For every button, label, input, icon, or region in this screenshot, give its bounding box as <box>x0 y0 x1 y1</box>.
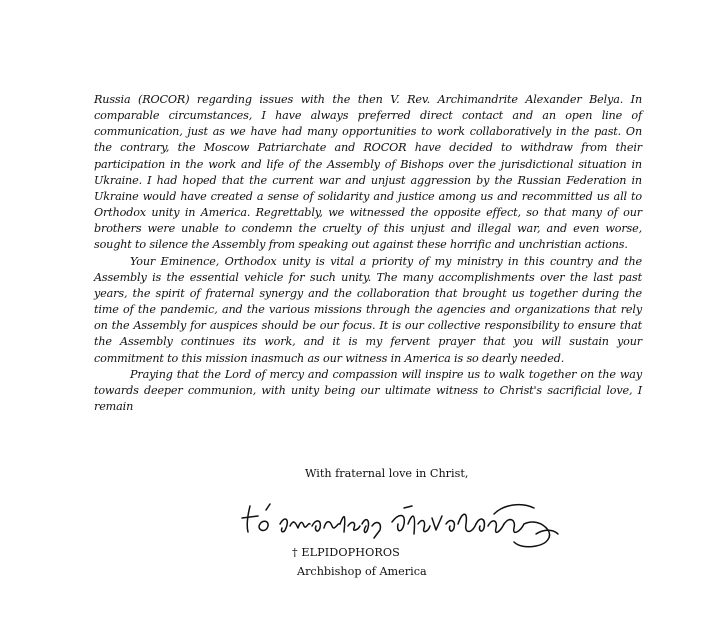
letter-body <box>94 92 642 415</box>
paragraph-1: Russia (ROCOR) regarding issues with the then V. Rev. Archimandrite Alexander Belya. In comparable circumstances, I have always preferred direct contact and an open line of communication, just as we have had many opportunities to work collaboratively in the past. On the contrary, the Moscow Patriarchate and ROCOR have decided to withdraw from their participation in the work and life of the Assembly of Bishops over the jurisdictional situation in Ukraine. I had hoped that the current war and unjust aggression by the Russian Federation in Ukraine would have created a sense of solidarity and justice among us and recommitted us all to Orthodox unity in America. Regrettably, we witnessed the opposite effect, so that many of our brothers were unable to condemn the cruelty of this unjust and illegal war, and even worse, sought to silence the Assembly from speaking out against these horrific and unchristian actions. <box>94 93 642 252</box>
handwritten-signature <box>236 494 566 552</box>
closing-salutation: With fraternal love in Christ, <box>305 467 469 480</box>
signatory-title: Archbishop of America <box>297 565 427 578</box>
paragraph-3: Praying that the Lord of mercy and compassion will inspire us to walk together on the way towards deeper communion, with unity being our ultimate witness to Christ's sacrificial love, I remain <box>94 367 642 413</box>
paragraph-2: Your Eminence, Orthodox unity is vital a priority of my ministry in this country and the Assembly is the essential vehicle for such unity. The many accomplishments over the last past years, the spirit of fraternal synergy and the collaboration that brought us together during the time of the pandemic, and the various missions through the agencies and organizations that rely on the Assembly for auspices should be our focus. It is our collective responsibility to ensure that the Assembly continues its work, and it is my fervent prayer that you will sustain your commitment to this mission inasmuch as our witness in America is so dearly needed. <box>94 254 642 365</box>
signatory-name: † ELPIDOPHOROS <box>292 546 400 559</box>
